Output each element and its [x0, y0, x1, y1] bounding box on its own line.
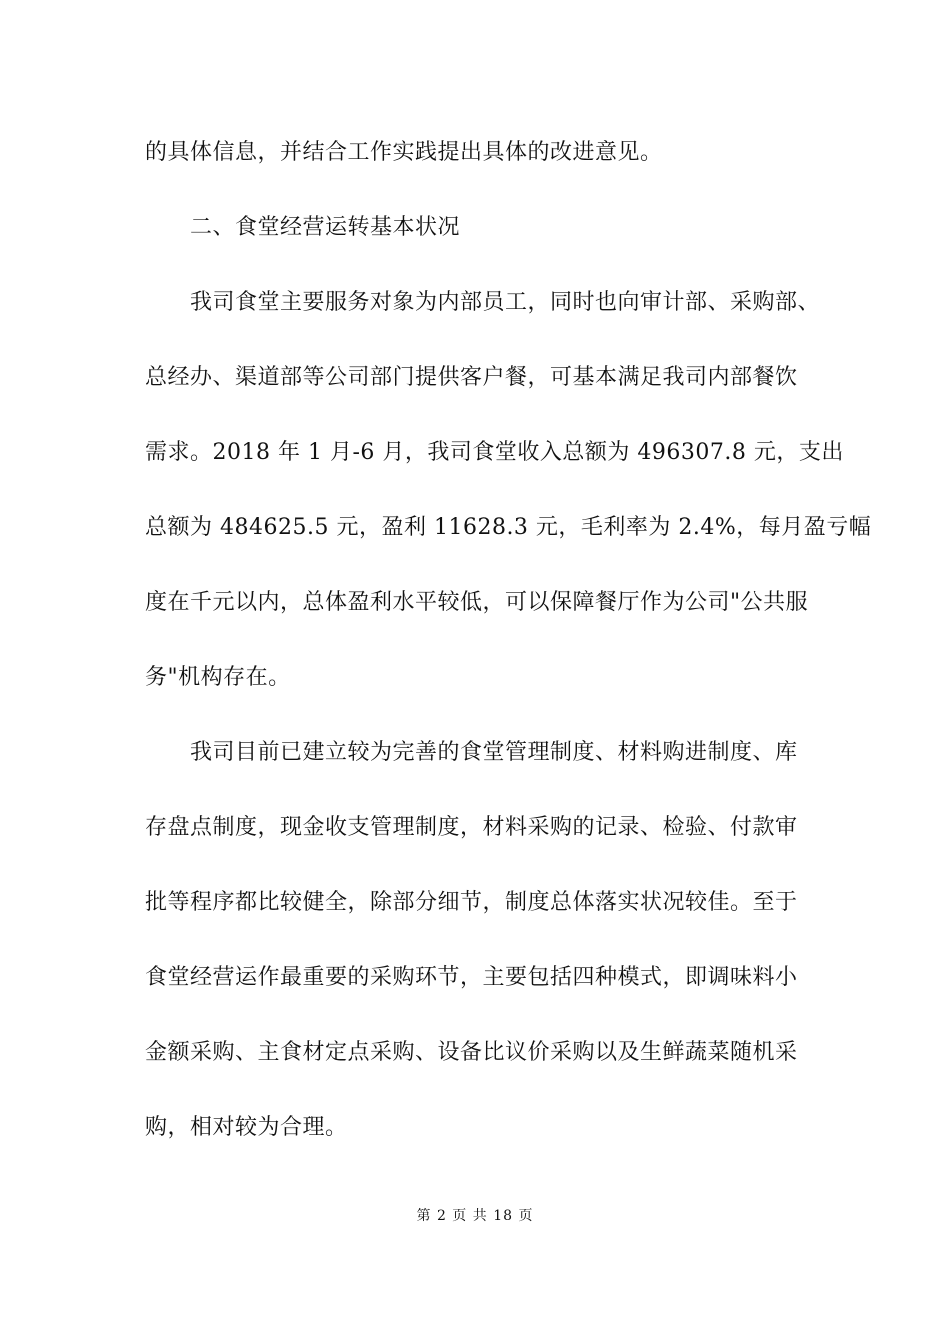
text-line: 总额为 484625.5 元，盈利 11628.3 元，毛利率为 2.4%，每月盈亏幅	[145, 515, 872, 540]
section-heading: 二、食堂经营运转基本状况	[190, 215, 461, 240]
text-line: 食堂经营运作最重要的采购环节，主要包括四种模式，即调味料小	[145, 965, 798, 990]
text-line: 的具体信息，并结合工作实践提出具体的改进意见。	[145, 140, 663, 165]
text-line: 总经办、渠道部等公司部门提供客户餐，可基本满足我司内部餐饮	[145, 365, 798, 390]
page-number-footer: 第 2 页 共 18 页	[416, 1208, 534, 1224]
text-line: 购，相对较为合理。	[145, 1115, 348, 1140]
text-line: 金额采购、主食材定点采购、设备比议价采购以及生鲜蔬菜随机采	[145, 1040, 798, 1065]
text-line: 我司食堂主要服务对象为内部员工，同时也向审计部、采购部、	[190, 290, 821, 315]
text-line: 需求。2018 年 1 月-6 月，我司食堂收入总额为 496307.8 元，支出	[145, 440, 844, 465]
text-line: 批等程序都比较健全，除部分细节，制度总体落实状况较佳。至于	[145, 890, 798, 915]
text-line: 存盘点制度，现金收支管理制度，材料采购的记录、检验、付款审	[145, 815, 798, 840]
text-line: 务"机构存在。	[145, 665, 291, 690]
text-line: 我司目前已建立较为完善的食堂管理制度、材料购进制度、库	[190, 740, 798, 765]
text-line: 度在千元以内，总体盈利水平较低，可以保障餐厅作为公司"公共服	[145, 590, 809, 615]
